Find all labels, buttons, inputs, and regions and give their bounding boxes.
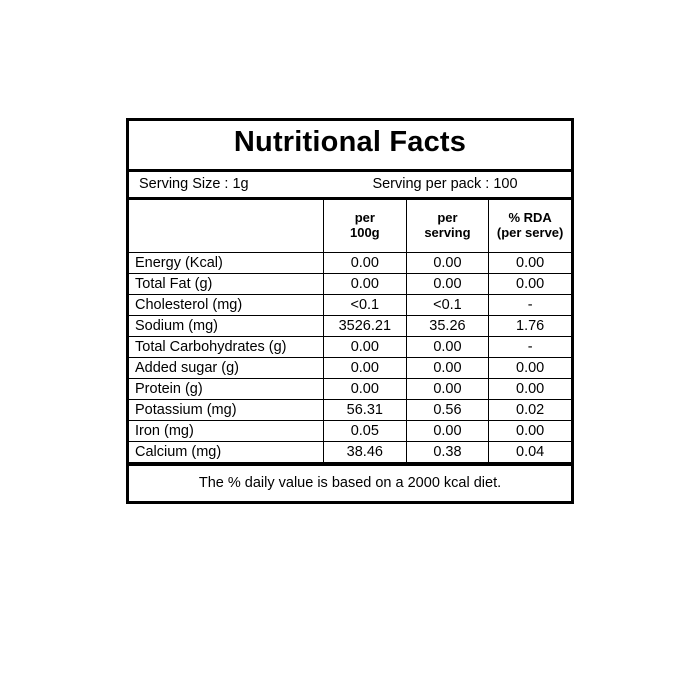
page-title: Nutritional Facts: [233, 126, 467, 158]
daily-value-footnote: The % daily value is based on a 2000 kcal diet.: [129, 463, 571, 501]
value-per-100g: 0.00: [323, 252, 406, 273]
value-per-serving: <0.1: [406, 294, 489, 315]
nutrient-name: Cholesterol (mg): [129, 294, 323, 315]
value-rda: 0.00: [489, 273, 571, 294]
table-row: [129, 378, 571, 399]
table-header: [129, 200, 571, 253]
column-header-per-100g: [323, 200, 406, 253]
nutrient-name: Iron (mg): [129, 420, 323, 441]
value-rda: 0.02: [489, 399, 571, 420]
value-per-serving: 0.00: [406, 252, 489, 273]
value-per-serving: 35.26: [406, 315, 489, 336]
column-header-per-serving-line2: serving: [424, 224, 471, 240]
nutrient-name: Sodium (mg): [129, 315, 323, 336]
table-header-row: [129, 200, 571, 253]
nutrient-name: Energy (Kcal): [129, 252, 323, 273]
value-rda: 0.00: [489, 252, 571, 273]
column-header-rda-line1: % RDA: [508, 209, 552, 225]
table-row: [129, 420, 571, 441]
nutrition-facts-panel: [126, 118, 574, 504]
table-row: [129, 336, 571, 357]
serving-info-row: [129, 172, 571, 200]
table-row: [129, 357, 571, 378]
value-rda: 0.00: [489, 378, 571, 399]
value-per-serving: 0.00: [406, 420, 489, 441]
value-rda: 0.00: [489, 357, 571, 378]
value-per-100g: 0.05: [323, 420, 406, 441]
value-per-100g: <0.1: [323, 294, 406, 315]
value-per-serving: 0.38: [406, 441, 489, 462]
column-header-rda-line2: (per serve): [496, 224, 564, 240]
value-per-serving: 0.00: [406, 336, 489, 357]
table-row: [129, 273, 571, 294]
value-per-100g: 56.31: [323, 399, 406, 420]
value-per-serving: 0.00: [406, 273, 489, 294]
serving-per-pack-text: Serving per pack : 100: [372, 175, 518, 192]
column-header-nutrient: [129, 200, 323, 253]
nutrient-name: Potassium (mg): [129, 399, 323, 420]
value-per-100g: 0.00: [323, 336, 406, 357]
table-row: [129, 315, 571, 336]
table-body: [129, 252, 571, 462]
table-row: [129, 399, 571, 420]
value-per-serving: 0.00: [406, 357, 489, 378]
value-rda: 0.04: [489, 441, 571, 462]
column-header-per-100g-line1: per: [354, 209, 375, 225]
serving-size-text: Serving Size : 1g: [139, 175, 249, 192]
nutrient-name: Protein (g): [129, 378, 323, 399]
value-per-100g: 0.00: [323, 273, 406, 294]
value-per-100g: 3526.21: [323, 315, 406, 336]
value-rda: 1.76: [489, 315, 571, 336]
nutrient-name: Total Fat (g): [129, 273, 323, 294]
value-per-100g: 0.00: [323, 357, 406, 378]
value-per-serving: 0.00: [406, 378, 489, 399]
column-header-per-serving: [406, 200, 489, 253]
value-rda: -: [489, 336, 571, 357]
column-header-rda: [489, 200, 571, 253]
title-row: [129, 121, 571, 172]
value-rda: -: [489, 294, 571, 315]
nutrition-table: [129, 200, 571, 463]
column-header-per-100g-line2: 100g: [349, 224, 380, 240]
value-per-100g: 0.00: [323, 378, 406, 399]
table-row: [129, 294, 571, 315]
nutrient-name: Calcium (mg): [129, 441, 323, 462]
nutrient-name: Added sugar (g): [129, 357, 323, 378]
value-rda: 0.00: [489, 420, 571, 441]
table-row: [129, 252, 571, 273]
nutrient-name: Total Carbohydrates (g): [129, 336, 323, 357]
column-header-per-serving-line1: per: [437, 209, 458, 225]
value-per-100g: 38.46: [323, 441, 406, 462]
table-row: [129, 441, 571, 462]
value-per-serving: 0.56: [406, 399, 489, 420]
